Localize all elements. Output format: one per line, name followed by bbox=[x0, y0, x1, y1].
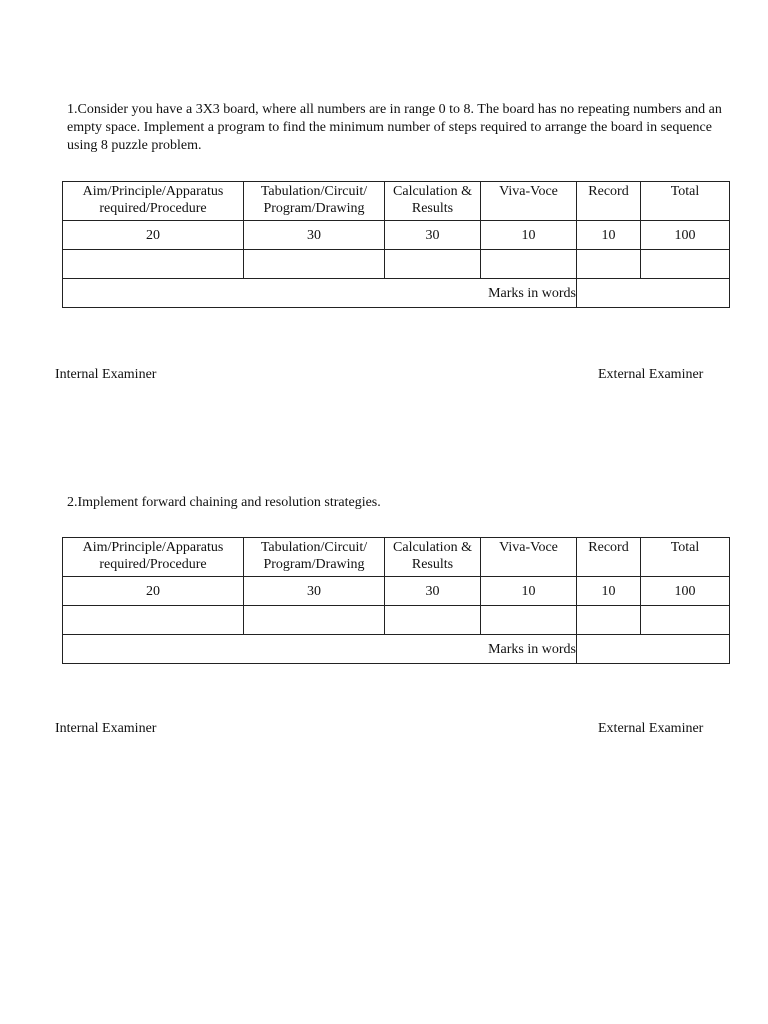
awarded-tabulation-cell bbox=[244, 250, 385, 279]
value-record: 10 bbox=[577, 221, 641, 250]
header-calculation: Calculation & Results bbox=[385, 182, 481, 221]
awarded-viva-voce-cell bbox=[481, 250, 577, 279]
max-marks-row bbox=[63, 577, 730, 606]
external-examiner-2: External Examiner bbox=[598, 721, 704, 736]
awarded-aim-cell bbox=[63, 606, 244, 635]
marks-in-words-cell bbox=[577, 635, 730, 664]
awarded-marks-row bbox=[63, 250, 730, 279]
awarded-viva-voce-cell bbox=[481, 606, 577, 635]
value-calculation: 30 bbox=[385, 577, 481, 606]
marks-in-words-row bbox=[63, 279, 730, 308]
awarded-total-cell bbox=[641, 250, 730, 279]
header-tabulation: Tabulation/Circuit/ Program/Drawing bbox=[244, 538, 385, 577]
awarded-record-cell bbox=[577, 606, 641, 635]
value-aim: 20 bbox=[63, 577, 244, 606]
awarded-tabulation-cell bbox=[244, 606, 385, 635]
question-1: 1.Consider you have a 3X3 board, where all numbers are in range 0 to 8. The board has no repeating numbers and an empty space. Implement a program to find the minimum number of steps required to arrange the board in sequence using 8 puzzle problem. bbox=[67, 102, 722, 153]
awarded-calculation-cell bbox=[385, 606, 481, 635]
value-aim: 20 bbox=[63, 221, 244, 250]
value-viva-voce: 10 bbox=[481, 221, 577, 250]
marks-table-2 bbox=[62, 537, 730, 664]
awarded-aim-cell bbox=[63, 250, 244, 279]
awarded-marks-row bbox=[63, 606, 730, 635]
header-record: Record bbox=[577, 182, 641, 221]
table-header-row bbox=[63, 182, 730, 221]
value-viva-voce: 10 bbox=[481, 577, 577, 606]
header-calculation: Calculation & Results bbox=[385, 538, 481, 577]
table-header-row bbox=[63, 538, 730, 577]
header-record: Record bbox=[577, 538, 641, 577]
marks-in-words-label: Marks in words bbox=[63, 635, 577, 664]
value-tabulation: 30 bbox=[244, 577, 385, 606]
header-tabulation: Tabulation/Circuit/ Program/Drawing bbox=[244, 182, 385, 221]
header-total: Total bbox=[641, 538, 730, 577]
value-calculation: 30 bbox=[385, 221, 481, 250]
header-total: Total bbox=[641, 182, 730, 221]
internal-examiner-2: Internal Examiner bbox=[55, 721, 157, 736]
marks-in-words-cell bbox=[577, 279, 730, 308]
marks-in-words-row bbox=[63, 635, 730, 664]
header-aim: Aim/Principle/Apparatus required/Procedure bbox=[63, 182, 244, 221]
header-viva-voce: Viva-Voce bbox=[481, 538, 577, 577]
value-total: 100 bbox=[641, 221, 730, 250]
question-2: 2.Implement forward chaining and resolution strategies. bbox=[67, 495, 381, 510]
external-examiner-1: External Examiner bbox=[598, 367, 704, 382]
internal-examiner-1: Internal Examiner bbox=[55, 367, 157, 382]
marks-in-words-label: Marks in words bbox=[63, 279, 577, 308]
awarded-calculation-cell bbox=[385, 250, 481, 279]
value-tabulation: 30 bbox=[244, 221, 385, 250]
value-record: 10 bbox=[577, 577, 641, 606]
header-aim: Aim/Principle/Apparatus required/Procedure bbox=[63, 538, 244, 577]
marks-table-1 bbox=[62, 181, 730, 308]
value-total: 100 bbox=[641, 577, 730, 606]
header-viva-voce: Viva-Voce bbox=[481, 182, 577, 221]
awarded-record-cell bbox=[577, 250, 641, 279]
max-marks-row bbox=[63, 221, 730, 250]
awarded-total-cell bbox=[641, 606, 730, 635]
